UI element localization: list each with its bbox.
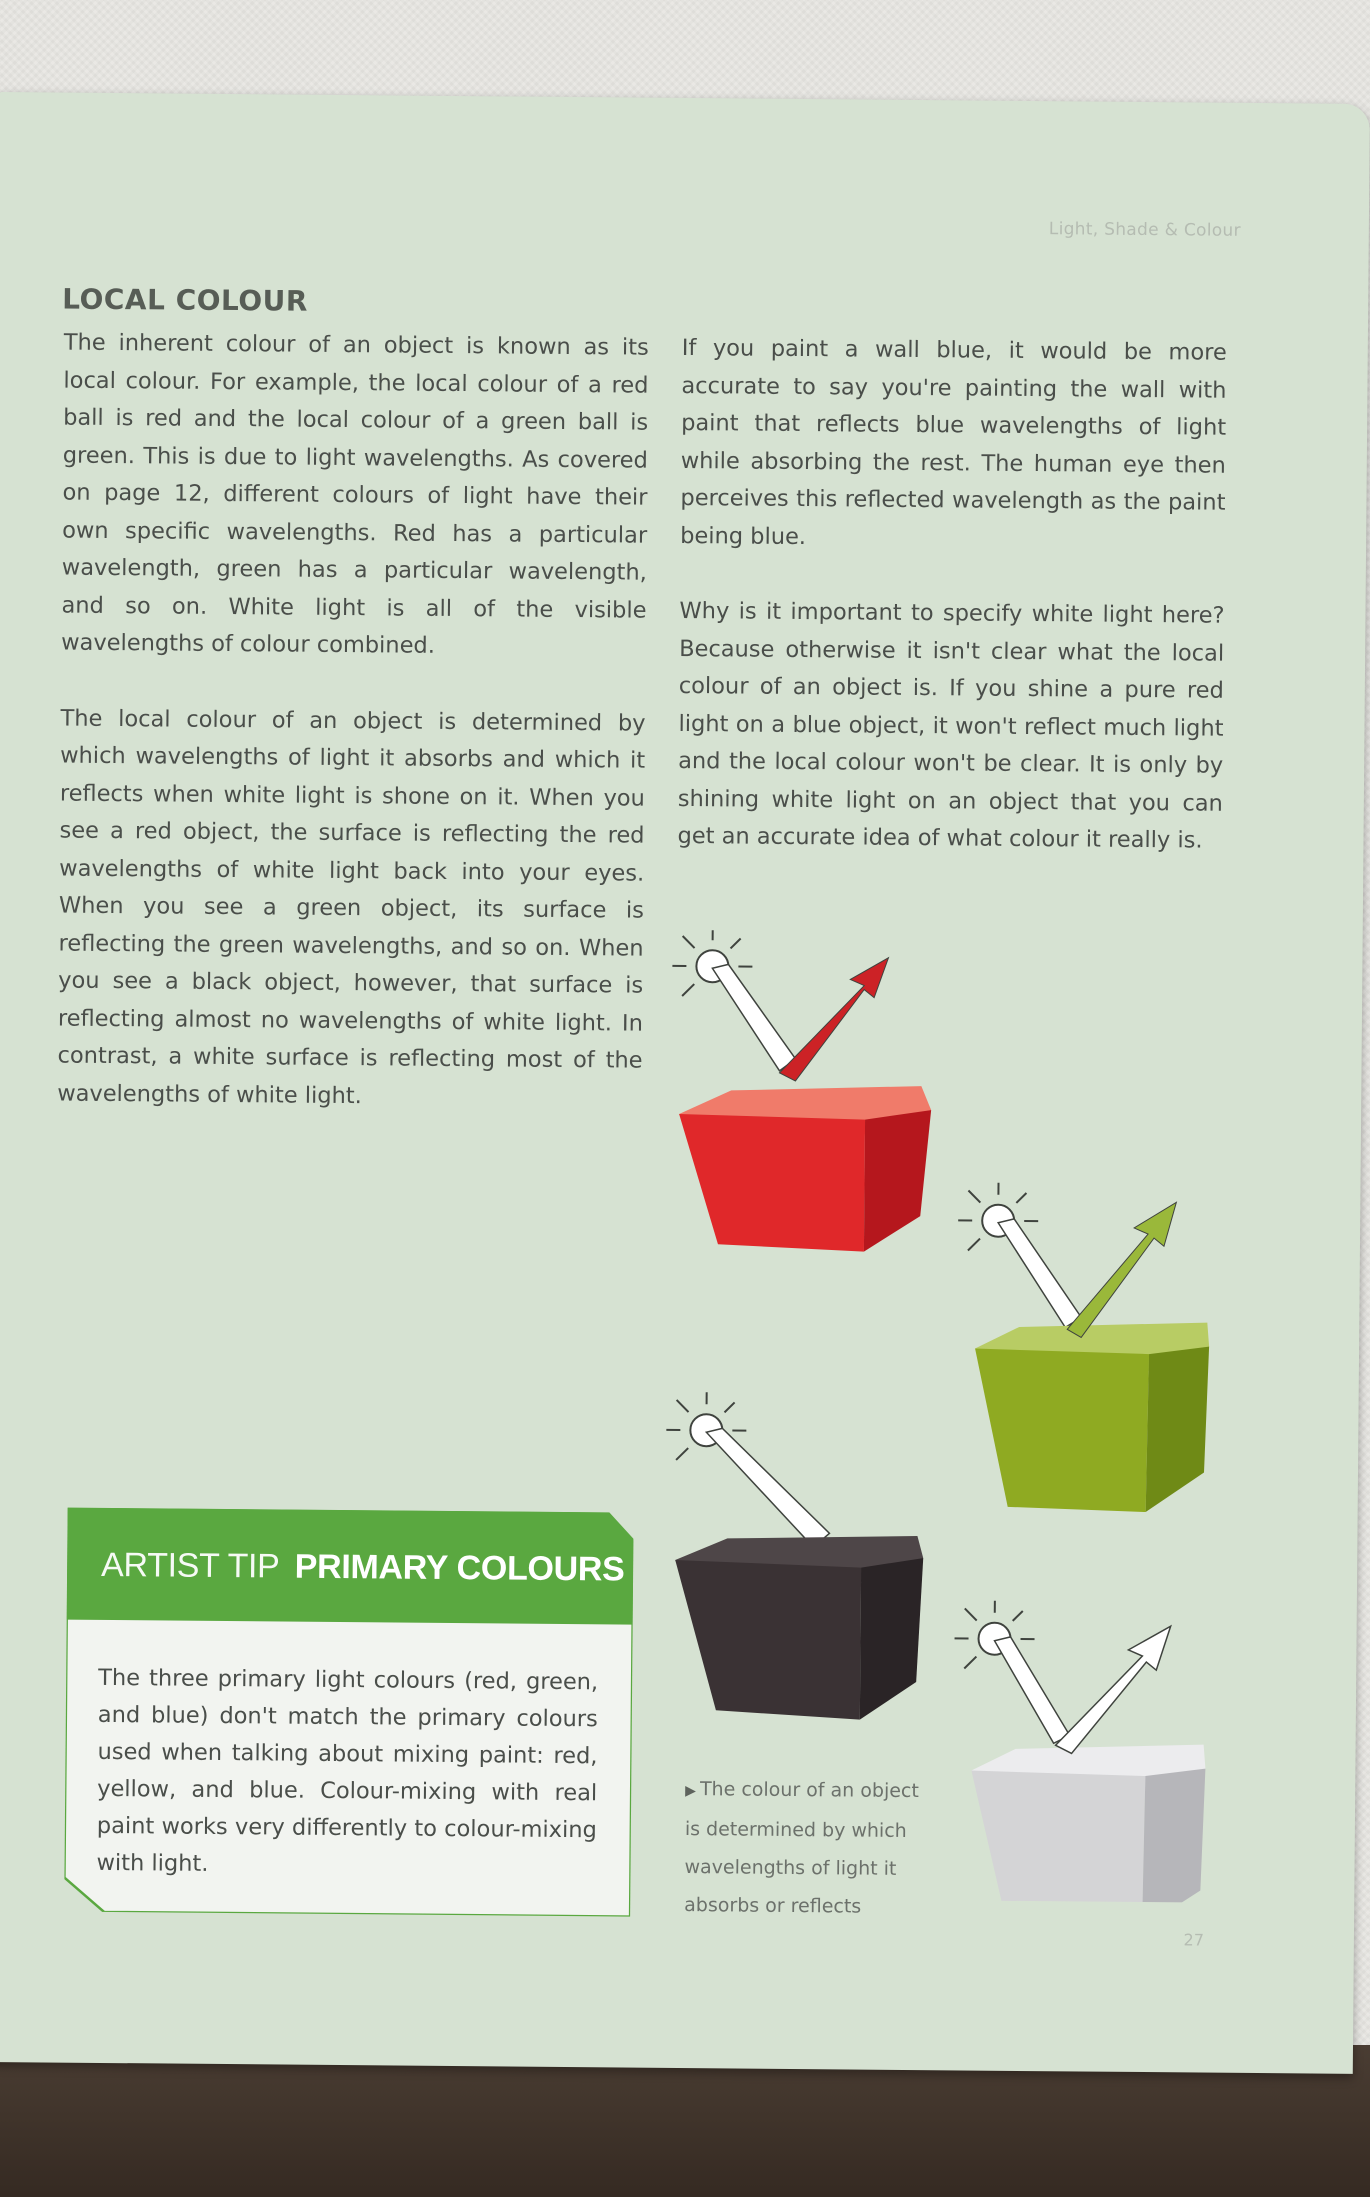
white-cube-group [952, 1600, 1207, 1903]
artist-tip-box [64, 1508, 634, 1917]
book-page [0, 92, 1370, 2074]
reflection-arrow [779, 957, 888, 1082]
tip-body: The three primary light colours (red, green, and blue) don't match the primary colours used when talking about mixing paint: red, yellow, and blue. Colour-mixing with real paint works very differently to colour-mixing with light. [96, 1664, 599, 1877]
tip-label: ARTIST TIP [100, 1545, 280, 1586]
cube-front [970, 1771, 1145, 1903]
cube-front [678, 1114, 865, 1252]
paragraph: Why is it important to specify white light here? Because otherwise it isn't clear what the local colour of an object is. If you shine a pure red light on a blue object, it won't reflect much light and the local colour won't be clear. It is only by shining white light on an object that you can get an accurate idea of what colour it really is. [677, 597, 1225, 854]
black-cube-group [664, 1392, 925, 1720]
caption-arrow-icon: ▶ [685, 1783, 697, 1800]
cube-front [974, 1349, 1149, 1513]
red-cube-group [670, 930, 933, 1252]
cube-side [1146, 1346, 1209, 1513]
paragraph: The local colour of an object is determined by which wavelengths of light it absorbs and which it reflects when white light is shone on it. When you see a red object, the surface is reflecting the red wavelengths of white light back into your eyes. When you see a green object, its surface is reflecting the green wavelengths, and so on. When you see a black object, however, that surface is reflecting almost no wavelengths of white light. In contrast, a white surface is reflecting most of the wavelengths of white light. [57, 705, 646, 1109]
light-beam [705, 1428, 830, 1547]
light-beam [994, 1637, 1071, 1744]
cube-side [860, 1558, 923, 1721]
figure-caption [684, 1770, 925, 1926]
green-cube-group [956, 1182, 1211, 1512]
cube-side [1142, 1768, 1205, 1903]
paragraph: If you paint a wall blue, it would be more accurate to say you're painting the wall with paint that reflects blue wavelengths of light while absorbing the rest. The human eye then perceives this reflected wavelength as the paint being blue. [680, 334, 1227, 550]
left-column [57, 325, 649, 1156]
caption-text: The colour of an object is determined by which wavelengths of light it absorbs or reflects [684, 1778, 919, 1918]
running-head: Light, Shade & Colour [1048, 219, 1241, 241]
paragraph: The inherent colour of an object is known as its local colour. For example, the local colour of a red ball is red and the local colour of a green ball is green. This is due to light wavelengths. As covered on page 12, different colours of light have their own specific wavelengths. Red has a particular wavelength, green has a particular wavelength, and so on. White light is all of the visible wavelengths of colour combined. [61, 329, 649, 659]
cube-front [674, 1560, 861, 1720]
reflection-arrow [1067, 1201, 1176, 1338]
light-beam [997, 1219, 1082, 1328]
light-beam [711, 964, 796, 1071]
tip-title [101, 1546, 625, 1590]
reflection-arrow [1056, 1625, 1171, 1754]
tip-heading: PRIMARY COLOURS [294, 1547, 625, 1589]
cube-side [864, 1110, 931, 1253]
cube-illustration [644, 818, 1253, 1903]
section-heading: LOCAL COLOUR [62, 282, 309, 318]
page-number: 27 [1183, 1930, 1205, 1950]
right-column [677, 330, 1227, 898]
